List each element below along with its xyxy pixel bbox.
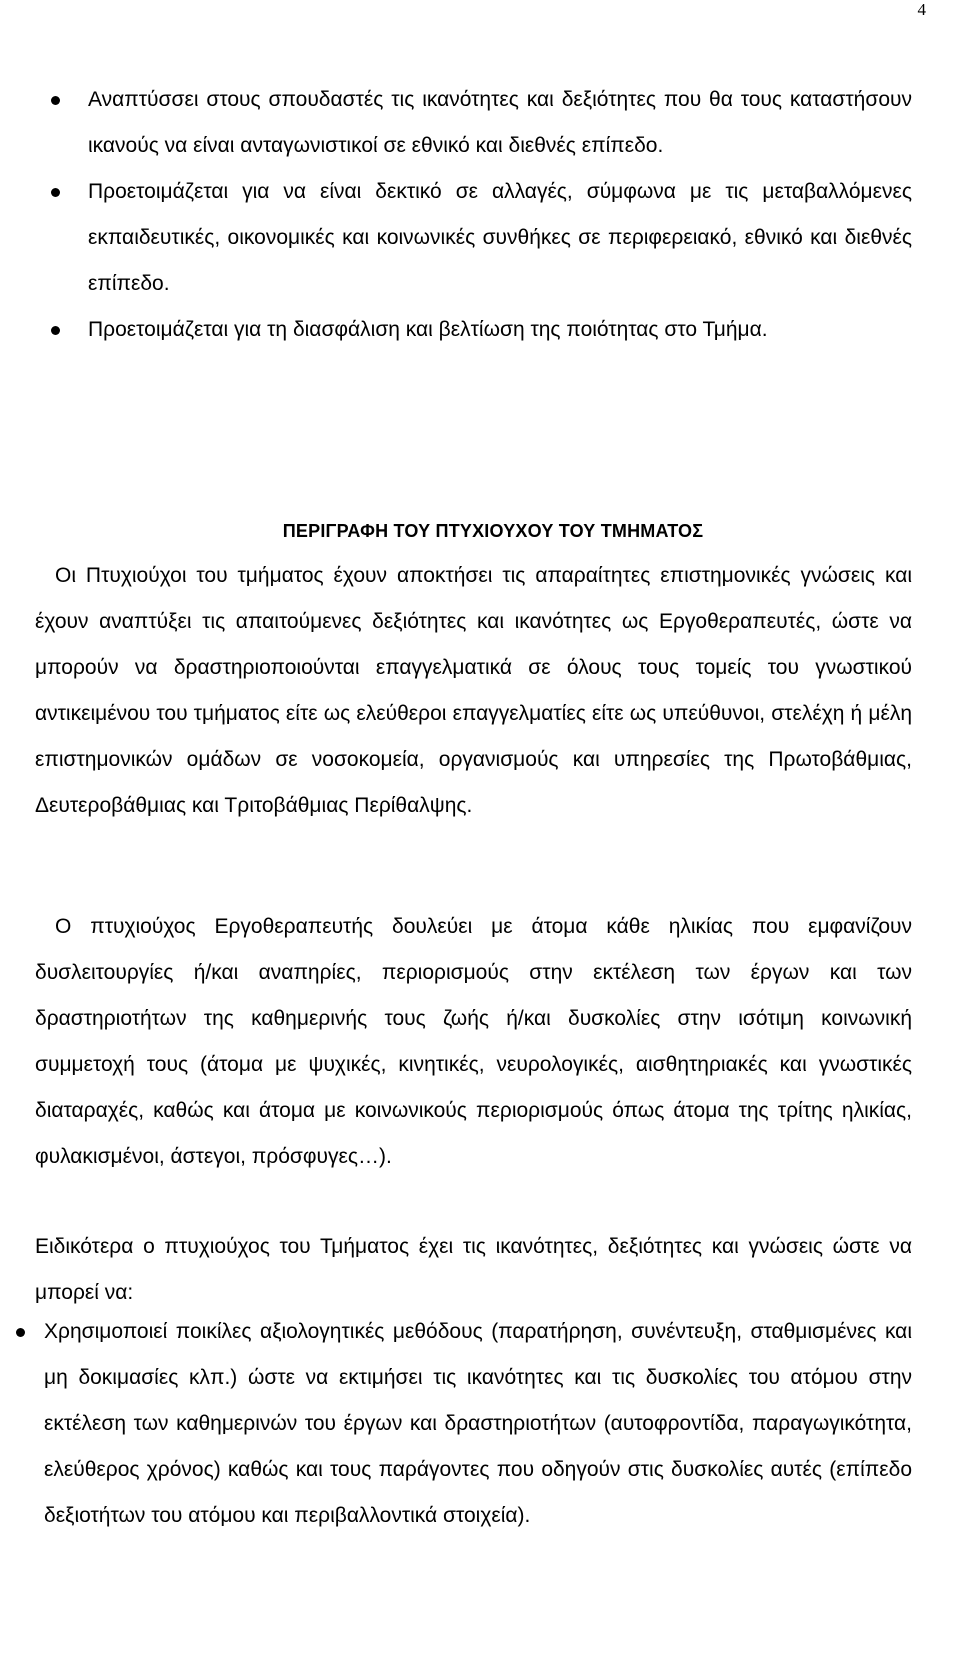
bullet-list-bottom [44, 1309, 912, 1539]
list-item-text: Αναπτύσσει στους σπουδαστές τις ικανότητες και δεξιότητες που θα τους καταστήσουν ικανούς να είναι ανταγωνιστικοί σε εθνικό και διεθνές επίπεδο. [88, 88, 912, 157]
paragraph-occupational-therapist: Ο πτυχιούχος Εργοθεραπευτής δουλεύει με άτομα κάθε ηλικίας που εμφανίζουν δυσλειτουργίες ή/και αναπηρίες, περιορισμούς στην εκτέλεση των έργων και των δραστηριοτήτων της καθημερινής τους ζωής ή/και δυσκολίες στην ισότιμη κοινωνική συμμετοχή τους (άτομα με ψυχικές, κινητικές, νευρολογικές, αισθητηριακές και γνωστικές διαταραχές, καθώς και άτομα με κοινωνικούς περιορισμούς όπως άτομα της τρίτης ηλικίας, φυλακισμένοι, άστεγοι, πρόσφυγες…). [35, 915, 912, 1168]
bullet-icon [51, 188, 60, 197]
list-item [88, 169, 912, 307]
bullet-icon [16, 1328, 25, 1337]
page-number: 4 [917, 0, 926, 19]
paragraph-specifically: Ειδικότερα ο πτυχιούχος του Τμήματος έχει τις ικανότητες, δεξιότητες και γνώσεις ώστε να μπορεί να: [35, 1235, 912, 1304]
list-item-text: Προετοιμάζεται για να είναι δεκτικό σε αλλαγές, σύμφωνα με τις μεταβαλλόμενες εκπαιδευτικές, οικονομικές και κοινωνικές συνθήκες σε περιφερειακό, εθνικό και διεθνές επίπεδο. [88, 180, 912, 295]
list-item [88, 77, 912, 169]
list-item [44, 1309, 912, 1539]
paragraph-graduates-description: Οι Πτυχιούχοι του τμήματος έχουν αποκτήσει τις απαραίτητες επιστημονικές γνώσεις και έχουν αναπτύξει τις απαιτούμενες δεξιότητες και ικανότητες ως Εργοθεραπευτές, ώστε να μπορούν να δραστηριοποιούνται επαγγελματικά σε όλους τους τομείς του γνωστικού αντικειμένου του τμήματος είτε ως ελεύθεροι επαγγελματίες είτε ως υπεύθυνοι, στελέχη ή μέλη επιστημονικών ομάδων σε νοσοκομεία, οργανισμούς και υπηρεσίες της Πρωτοβάθμιας, Δευτεροβάθμιας και Τριτοβάθμιας Περίθαλψης. [35, 564, 912, 817]
bullet-list-top [88, 77, 912, 353]
bullet-icon [51, 326, 60, 335]
list-item [88, 307, 912, 353]
bullet-icon [51, 96, 60, 105]
list-item-text: Προετοιμάζεται για τη διασφάλιση και βελτίωση της ποιότητας στο Τμήμα. [88, 318, 768, 341]
list-item-text: Χρησιμοποιεί ποικίλες αξιολογητικές μεθόδους (παρατήρηση, συνέντευξη, σταθμισμένες και μη δοκιμασίες κλπ.) ώστε να εκτιμήσει τις ικανότητες και τις δυσκολίες του ατόμου στην εκτέλεση των καθημερινών του έργων και δραστηριοτήτων (αυτοφροντίδα, παραγωγικότητα, ελεύθερος χρόνος) καθώς και τους παράγοντες που οδηγούν στις δυσκολίες αυτές (επίπεδο δεξιοτήτων του ατόμου και περιβαλλοντικά στοιχεία). [44, 1320, 912, 1527]
section-heading: ΠΕΡΙΓΡΑΦΗ ΤΟΥ ΠΤΥΧΙΟΥΧΟΥ ΤΟΥ ΤΜΗΜΑΤΟΣ [282, 521, 704, 541]
